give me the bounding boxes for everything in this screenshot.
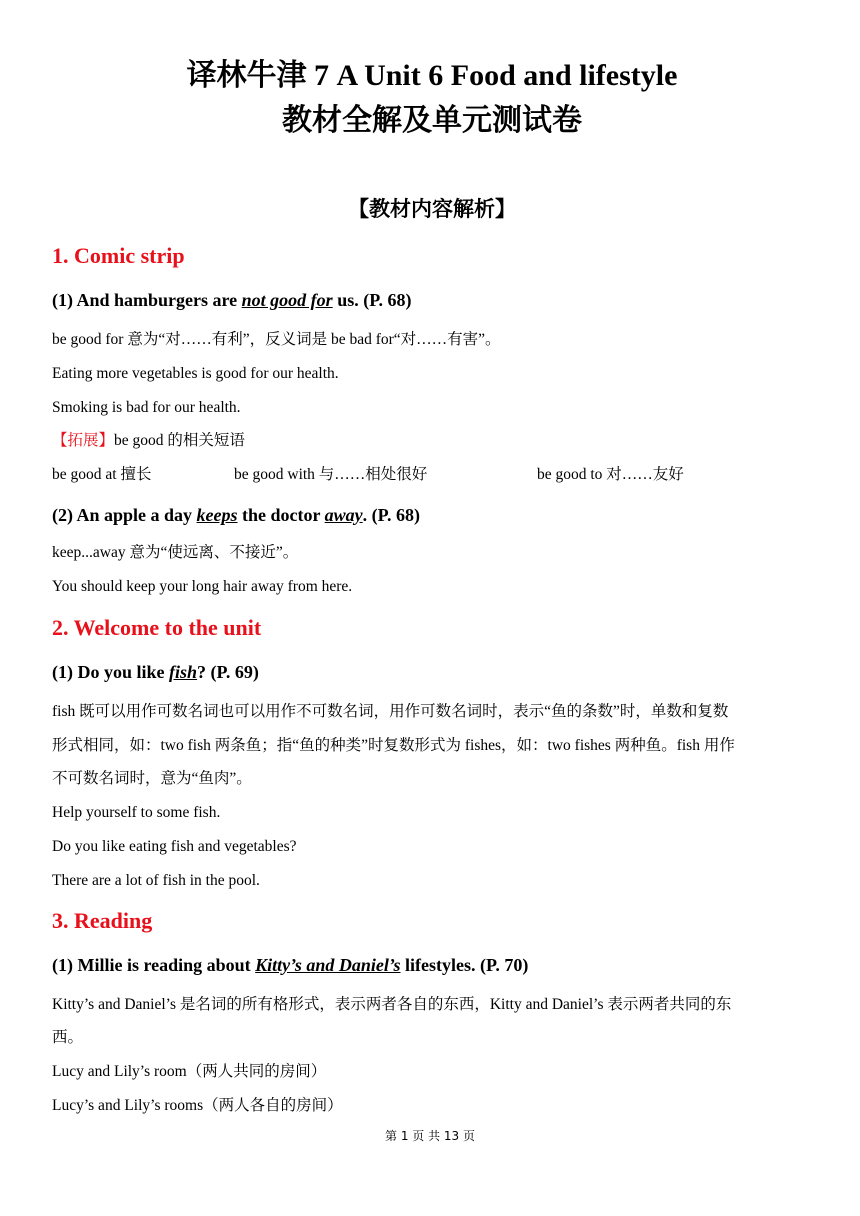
- paragraph-line: Kitty’s and Daniel’s 是名词的所有格形式，表示两者各自的东西，Kitty and Daniel’s 表示两者共同的东: [52, 996, 732, 1013]
- paragraph-line: 不可数名词时，意为“鱼肉”。: [52, 770, 252, 787]
- heading-welcome-to-the-unit: 2. Welcome to the unit: [52, 615, 262, 640]
- question-text: ? (P. 69): [197, 662, 259, 682]
- paragraph-line: fish 既可以用作可数名词也可以用作不可数名词，用作可数名词时，表示“鱼的条数”时，单数和复数: [52, 703, 729, 720]
- question-1-1: [52, 287, 412, 313]
- phrase-row: [52, 464, 812, 486]
- section-title: 【教材内容解析】: [348, 197, 516, 221]
- example-sentence: You should keep your long hair away from here.: [52, 578, 353, 595]
- question-text: . (P. 68): [362, 505, 421, 525]
- example-sentence: Lucy’s and Lily’s rooms（两人各自的房间）: [52, 1097, 343, 1114]
- example-sentence: Help yourself to some fish.: [52, 804, 221, 821]
- question-text: us. (P. 68): [332, 290, 412, 310]
- example-sentence: Do you like eating fish and vegetables?: [52, 838, 297, 855]
- phrase-item: be good at 擅长: [52, 466, 152, 483]
- question-2-1: [52, 659, 259, 685]
- example-sentence: Lucy and Lily’s room（两人共同的房间）: [52, 1063, 327, 1080]
- phrase-item: be good to 对……友好: [537, 466, 684, 483]
- question-text: (1) Millie is reading about: [52, 955, 256, 975]
- document-title-line1: 译林牛津 7 A Unit 6 Food and lifestyle: [186, 59, 678, 92]
- question-3-1: [52, 952, 528, 978]
- question-keyword: away: [324, 505, 363, 525]
- heading-reading: 3. Reading: [52, 908, 153, 933]
- question-text: (1) And hamburgers are: [52, 290, 242, 310]
- example-sentence: Smoking is bad for our health.: [52, 399, 241, 416]
- question-keyword: keeps: [196, 505, 238, 525]
- phrase-item: be good with 与……相处很好: [234, 466, 428, 483]
- page-footer: 第 1 页 共 13 页: [385, 1129, 475, 1143]
- paragraph-line: be good for 意为“对……有利”，反义词是 be bad for“对……有害”。: [52, 331, 501, 348]
- question-text: lifestyles. (P. 70): [400, 955, 529, 975]
- paragraph-line: keep...away 意为“使远离、不接近”。: [52, 544, 299, 561]
- question-keyword: fish: [169, 662, 198, 682]
- question-text: (2) An apple a day: [52, 505, 197, 525]
- example-sentence: There are a lot of fish in the pool.: [52, 872, 260, 889]
- document-title-line2: 教材全解及单元测试卷: [282, 104, 582, 137]
- question-text: the doctor: [237, 505, 325, 525]
- heading-comic-strip: 1. Comic strip: [52, 243, 185, 268]
- paragraph-line: 西。: [52, 1029, 84, 1046]
- extension-note: [52, 430, 245, 452]
- question-1-2: [52, 502, 420, 528]
- paragraph-line: 形式相同，如：two fish 两条鱼；指“鱼的种类”时复数形式为 fishes，如：two fishes 两种鱼。fish 用作: [52, 737, 735, 754]
- question-keyword: not good for: [241, 290, 333, 310]
- example-sentence: Eating more vegetables is good for our health.: [52, 365, 339, 382]
- extension-text: be good 的相关短语: [114, 432, 245, 449]
- question-text: (1) Do you like: [52, 662, 169, 682]
- question-keyword: Kitty’s and Daniel’s: [255, 955, 401, 975]
- extension-tag: 【拓展】: [52, 432, 115, 449]
